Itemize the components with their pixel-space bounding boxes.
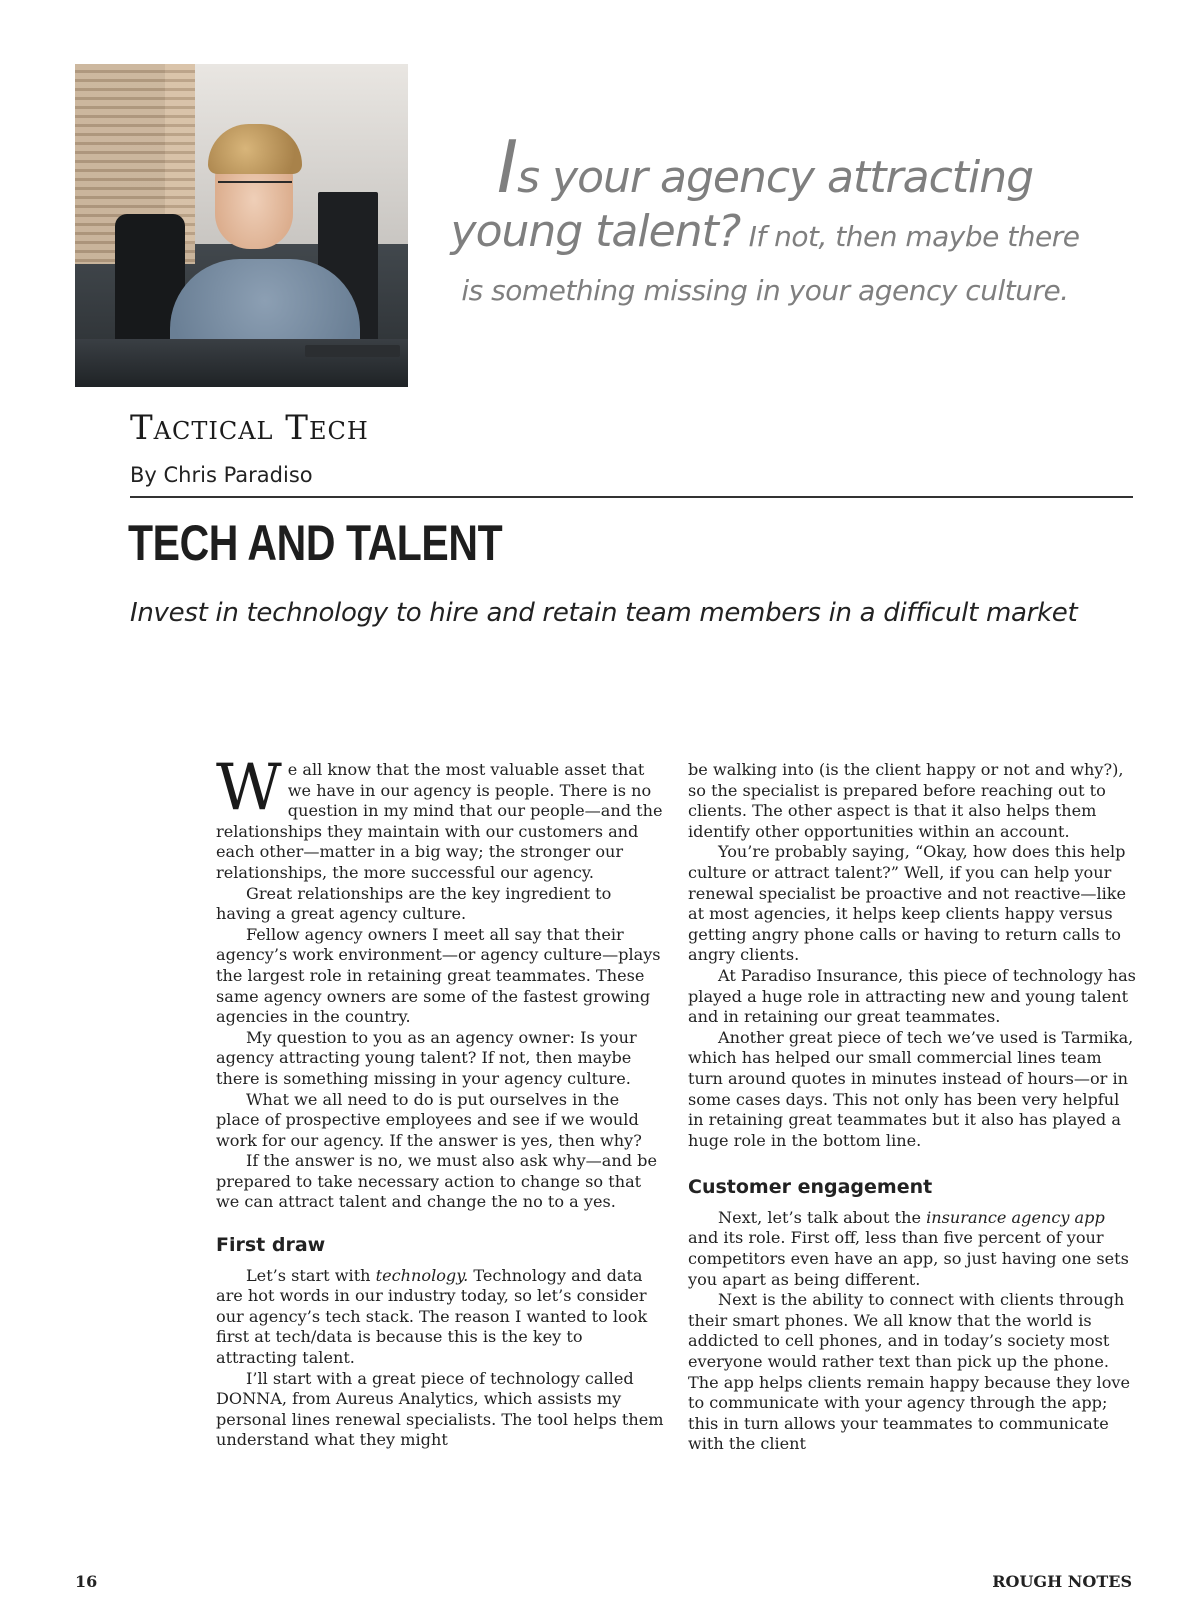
- paragraph-text: Technology and data are hot words in our industry today, so let’s consider our agency’s tech stack. The reason I wanted to look first at tech/data is because this is the key to attracting talent.: [216, 1265, 648, 1368]
- photo-keyboard: [305, 345, 400, 357]
- article-photo: [75, 64, 408, 387]
- paragraph: [216, 1266, 664, 1369]
- pull-quote-line-1-text: s your agency attracting: [517, 152, 1034, 203]
- emphasis-text: technology.: [375, 1265, 469, 1285]
- publication-name: ROUGH NOTES: [992, 1572, 1132, 1591]
- paragraph: Another great piece of tech we’ve used is Tarmika, which has helped our small commercial lines team turn around quotes in minutes instead of hours—or in some cases days. This not only has been very helpful in retaining great teammates but it also has played a huge role in the bottom line.: [688, 1027, 1134, 1150]
- subhead-customer-engagement: Customer engagement: [688, 1176, 933, 1199]
- page-number: 16: [75, 1572, 98, 1591]
- paragraph-text: Let’s start with: [246, 1265, 376, 1285]
- paragraph: [216, 751, 664, 884]
- paragraph: If the answer is no, we must also ask why—and be prepared to take necessary action to change so that we can attract talent and change the no to a yes.: [216, 1151, 657, 1212]
- paragraph-text: Next, let’s talk about the: [718, 1207, 927, 1227]
- article-column-left: [216, 751, 664, 1451]
- pull-quote-line-2: [440, 205, 1090, 264]
- paragraph: My question to you as an agency owner: Is your agency attracting young talent? If not, then maybe there is something missing in your agency culture.: [216, 1027, 637, 1088]
- pull-quote: [440, 125, 1090, 318]
- paragraph: [688, 1208, 1136, 1290]
- byline: By Chris Paradiso: [130, 463, 313, 487]
- drop-cap: W: [216, 751, 282, 825]
- pull-quote-line-1: [440, 125, 1090, 209]
- paragraph: Great relationships are the key ingredient to having a great agency culture.: [216, 883, 612, 924]
- paragraph: What we all need to do is put ourselves in the place of prospective employees and see if we would work for our agency. If the answer is yes, then why?: [216, 1089, 642, 1150]
- article-column-right: [688, 760, 1136, 1455]
- paragraph: I’ll start with a great piece of technology called DONNA, from Aureus Analytics, which assists my personal lines renewal specialists. The tool helps them understand what they might: [216, 1368, 664, 1450]
- deck: Invest in technology to hire and retain team members in a difficult market: [130, 598, 1078, 628]
- paragraph: You’re probably saying, “Okay, how does this help culture or attract talent?” Well, if you can help your renewal specialist be proactive and not reactive—like at most agencies, it helps keep clients happy versus getting angry phone calls or having to return calls to angry clients.: [688, 842, 1127, 965]
- paragraph: be walking into (is the client happy or not and why?), so the specialist is prepared before reaching out to clients. The other aspect is that it also helps them identify other opportunities within an account.: [688, 760, 1124, 841]
- subhead-first-draw: First draw: [216, 1234, 326, 1257]
- header-rule: [130, 496, 1133, 498]
- emphasis-text: insurance agency app: [926, 1207, 1105, 1227]
- paragraph: Next is the ability to connect with clients through their smart phones. We all know that the world is addicted to cell phones, and in today’s society most everyone would rather text than pick up the phone. The app helps clients remain happy because they love to communicate with your agency through the app; this in turn allows your teammates to communicate with the client: [688, 1290, 1130, 1454]
- paragraph-text: and its role. First off, less than five percent of your competitors even have an app, so just having one sets you apart as being different.: [688, 1228, 1129, 1289]
- section-title: Tactical Tech: [130, 408, 369, 448]
- headline: TECH AND TALENT: [128, 515, 503, 571]
- pull-quote-line-2-small: If not, then maybe there: [740, 220, 1080, 253]
- paragraph-text: e all know that the most valuable asset that we have in our agency is people. There is no question in my mind that our people—and the relationships they maintain with our customers and each other—matter in a big way; the stronger our relationships, the more successful our agency.: [216, 760, 663, 882]
- paragraph: At Paradiso Insurance, this piece of technology has played a huge role in attracting new and young talent and in retaining our great teammates.: [688, 965, 1136, 1027]
- pull-quote-dropcap: I: [496, 125, 518, 209]
- photo-glasses: [218, 181, 292, 197]
- paragraph: Fellow agency owners I meet all say that their agency’s work environment—or agency culture—plays the largest role in retaining great teammates. These same agency owners are some of the fastest growing agencies in the country.: [216, 924, 661, 1027]
- pull-quote-line-3: is something missing in your agency culture.: [461, 274, 1069, 307]
- pull-quote-line-2-big: young talent?: [450, 206, 741, 257]
